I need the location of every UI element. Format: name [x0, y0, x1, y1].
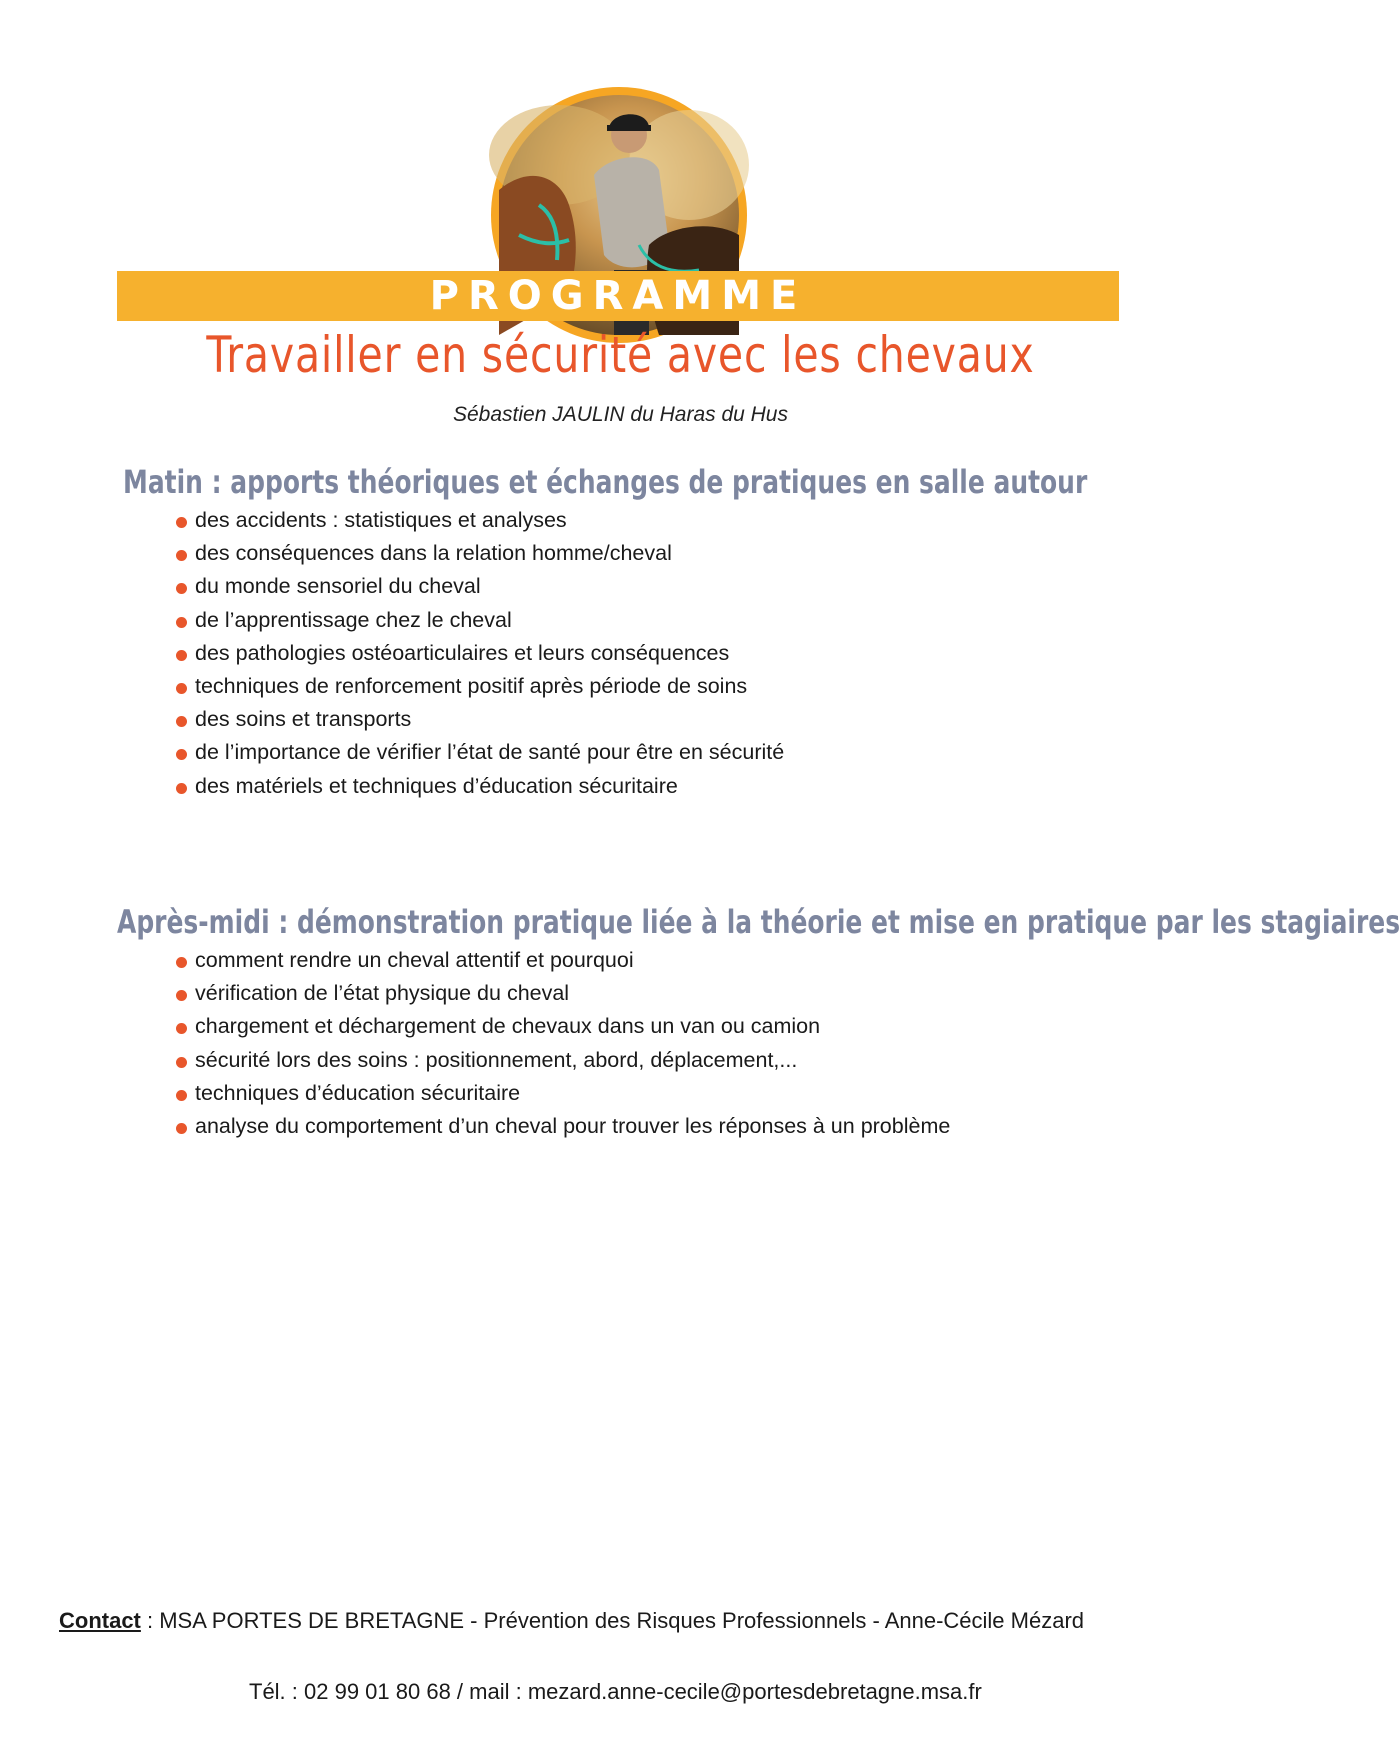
list-item — [174, 1010, 950, 1043]
list-item-text: comment rendre un cheval attentif et pourquoi — [195, 948, 634, 972]
afternoon-heading: Après-midi : démonstration pratique liée à la théorie et mise en pratique par les stagiaires — [117, 903, 1400, 941]
list-item — [174, 1110, 950, 1143]
list-item-text: des conséquences dans la relation homme/cheval — [195, 541, 672, 566]
bullet-icon — [176, 517, 187, 528]
bullet-icon — [176, 957, 187, 968]
list-item-text: de l’importance de vérifier l’état de santé pour être en sécurité — [195, 740, 785, 765]
bullet-icon — [176, 1090, 187, 1101]
bullet-icon — [176, 617, 187, 628]
list-item-text: chargement et déchargement de chevaux dans un van ou camion — [195, 1014, 821, 1039]
list-item — [174, 944, 950, 977]
bullet-icon — [176, 749, 187, 760]
list-item-text: du monde sensoriel du cheval — [195, 574, 481, 599]
bullet-icon — [176, 1123, 187, 1134]
list-item-text: de l’apprentissage chez le cheval — [195, 607, 512, 632]
list-item — [174, 977, 950, 1010]
list-item-text: techniques de renforcement positif après période de soins — [195, 673, 748, 698]
contact-text: : MSA PORTES DE BRETAGNE - Prévention des Risques Professionnels - Anne-Cécile Mézard — [140, 1608, 1085, 1633]
list-item — [174, 703, 784, 736]
bullet-icon — [176, 1023, 187, 1034]
list-item-text: vérification de l’état physique du cheval — [195, 981, 570, 1006]
bullet-icon — [176, 783, 187, 794]
list-item-text: des accidents : statistiques et analyses — [195, 508, 567, 532]
tel-mail-line: Tél. : 02 99 01 80 68 / mail : mezard.anne-cecile@portesdebretagne.msa.fr — [249, 1679, 982, 1704]
list-item — [174, 1077, 950, 1110]
list-item-text: analyse du comportement d’un cheval pour trouver les réponses à un problème — [195, 1113, 951, 1138]
speaker-subtitle: Sébastien JAULIN du Haras du Hus — [452, 403, 788, 426]
page-title: Travailler en sécurité avec les chevaux — [206, 326, 1035, 384]
contact-label: Contact — [59, 1608, 141, 1633]
bullet-icon — [176, 650, 187, 661]
list-item — [174, 504, 784, 537]
bullet-icon — [176, 550, 187, 561]
list-item — [174, 637, 784, 670]
morning-list — [174, 504, 784, 803]
list-item-text: sécurité lors des soins : positionnement, abord, déplacement,... — [195, 1047, 798, 1072]
list-item — [174, 770, 784, 803]
bullet-icon — [176, 1057, 187, 1068]
banner-title: PROGRAMME — [429, 273, 807, 319]
bullet-icon — [176, 990, 187, 1001]
list-item — [174, 1044, 950, 1077]
programme-banner — [117, 271, 1119, 321]
list-item-text: des matériels et techniques d’éducation sécuritaire — [195, 773, 678, 798]
afternoon-list — [174, 944, 950, 1143]
list-item — [174, 736, 784, 769]
list-item — [174, 570, 784, 603]
list-item-text: des soins et transports — [195, 707, 412, 732]
contact-line — [59, 1608, 1084, 1634]
list-item — [174, 604, 784, 637]
bullet-icon — [176, 583, 187, 594]
list-item-text: techniques d’éducation sécuritaire — [195, 1080, 521, 1105]
list-item-text: des pathologies ostéoarticulaires et leurs conséquences — [195, 640, 730, 665]
morning-heading: Matin : apports théoriques et échanges de pratiques en salle autour — [123, 463, 1088, 501]
bullet-icon — [176, 683, 187, 694]
bullet-icon — [176, 716, 187, 727]
list-item — [174, 537, 784, 570]
list-item — [174, 670, 784, 703]
